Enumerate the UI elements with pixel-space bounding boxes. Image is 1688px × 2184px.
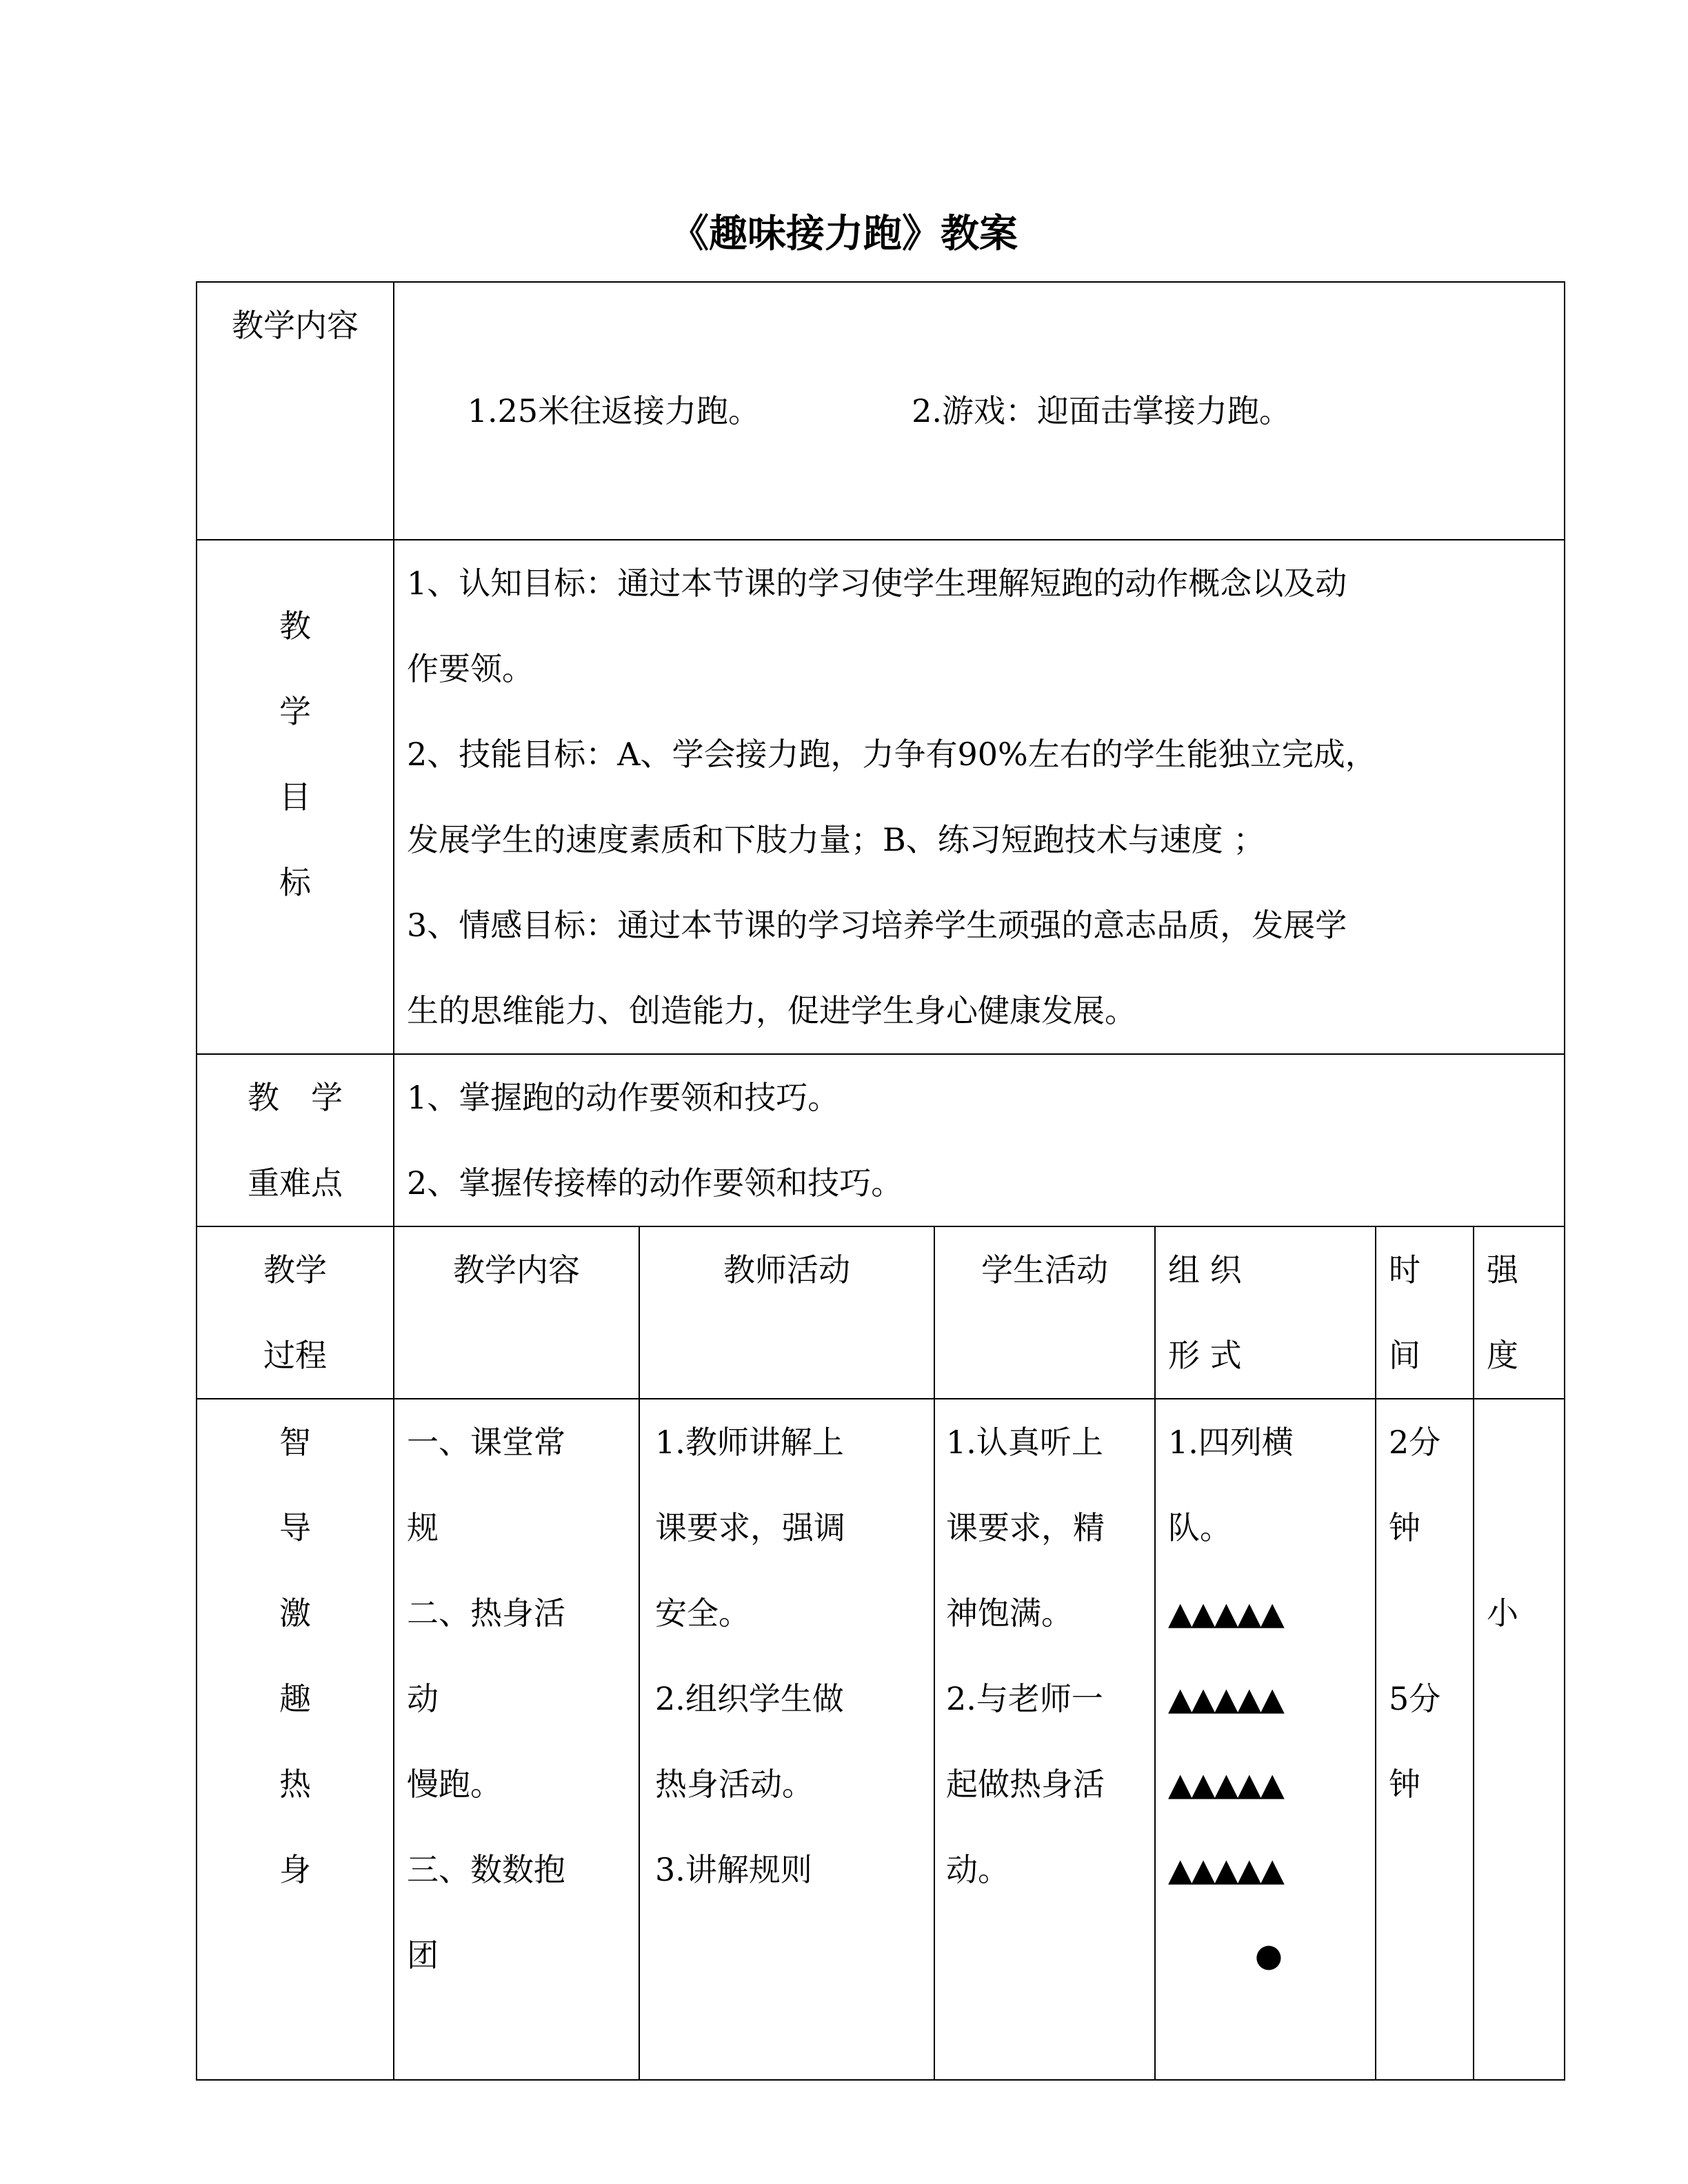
content-row bbox=[197, 282, 1565, 540]
formation-row: ▲▲▲▲▲ bbox=[1168, 1766, 1283, 1803]
lesson-plan-table bbox=[196, 281, 1565, 2081]
warmup-intensity: 小 bbox=[1474, 1399, 1565, 2080]
warmup-stage: 智 导 激 趣 热 身 bbox=[197, 1399, 394, 2080]
goal-line: 1、认知目标：通过本节课的学习使学生理解短跑的动作概念以及动 bbox=[407, 565, 1347, 602]
content-item-1: 1.25米往返接力跑。 bbox=[467, 392, 761, 429]
header-intensity: 强 度 bbox=[1474, 1226, 1565, 1399]
goal-line: 作要领。 bbox=[407, 650, 534, 687]
warmup-content: 一、课堂常 规 二、热身活 动 慢跑。 三、数数抱 团 bbox=[394, 1399, 639, 2080]
header-time: 时 间 bbox=[1376, 1226, 1474, 1399]
goal-line: 3、情感目标：通过本节课的学习培养学生顽强的意志品质，发展学 bbox=[407, 907, 1347, 944]
warmup-time: 2分 钟 5分 钟 bbox=[1376, 1399, 1474, 2080]
warmup-formation: 1.四列横 队。 ▲▲▲▲▲ ▲▲▲▲▲ ▲▲▲▲▲ ▲▲▲▲▲ ● bbox=[1155, 1399, 1376, 2080]
key-points-row bbox=[197, 1054, 1565, 1226]
process-header-row bbox=[197, 1226, 1565, 1399]
formation-row: ▲▲▲▲▲ bbox=[1168, 1680, 1283, 1717]
goals-label: 教 学 目 标 bbox=[197, 540, 394, 1054]
warmup-student: 1.认真听上 课要求，精 神饱满。 2.与老师一 起做热身活 动。 bbox=[934, 1399, 1155, 2080]
key-point-line: 1、掌握跑的动作要领和技巧。 bbox=[407, 1079, 840, 1116]
key-points-label: 教 学 重难点 bbox=[197, 1054, 394, 1226]
warmup-teacher: 1.教师讲解上 课要求，强调 安全。 2.组织学生做 热身活动。 3.讲解规则 bbox=[639, 1399, 934, 2080]
content-item-2: 2.游戏：迎面击掌接力跑。 bbox=[912, 392, 1292, 429]
header-teacher: 教师活动 bbox=[639, 1226, 934, 1399]
goals-row bbox=[197, 540, 1565, 1054]
goal-line: 发展学生的速度素质和下肢力量；B、练习短跑技术与速度 ； bbox=[407, 821, 1265, 858]
goal-line: 生的思维能力、创造能力，促进学生身心健康发展。 bbox=[407, 992, 1136, 1029]
header-student: 学生活动 bbox=[934, 1226, 1155, 1399]
key-points-text bbox=[394, 1054, 1565, 1226]
goal-line: 2、技能目标：A、学会接力跑，力争有90%左右的学生能独立完成， bbox=[407, 736, 1377, 773]
header-formation: 组 织 形 式 bbox=[1155, 1226, 1376, 1399]
warmup-row bbox=[197, 1399, 1565, 2080]
content-label: 教学内容 bbox=[197, 282, 394, 540]
page-title: 《趣味接力跑》教案 bbox=[670, 212, 1018, 256]
formation-row: ▲▲▲▲▲ bbox=[1168, 1851, 1283, 1888]
content-value bbox=[394, 282, 1565, 540]
header-content: 教学内容 bbox=[394, 1226, 639, 1399]
formation-row: ▲▲▲▲▲ bbox=[1168, 1595, 1283, 1632]
goals-text bbox=[394, 540, 1565, 1054]
header-process: 教学 过程 bbox=[197, 1226, 394, 1399]
key-point-line: 2、掌握传接棒的动作要领和技巧。 bbox=[407, 1164, 903, 1202]
teacher-position-icon: ● bbox=[1254, 1937, 1283, 1974]
